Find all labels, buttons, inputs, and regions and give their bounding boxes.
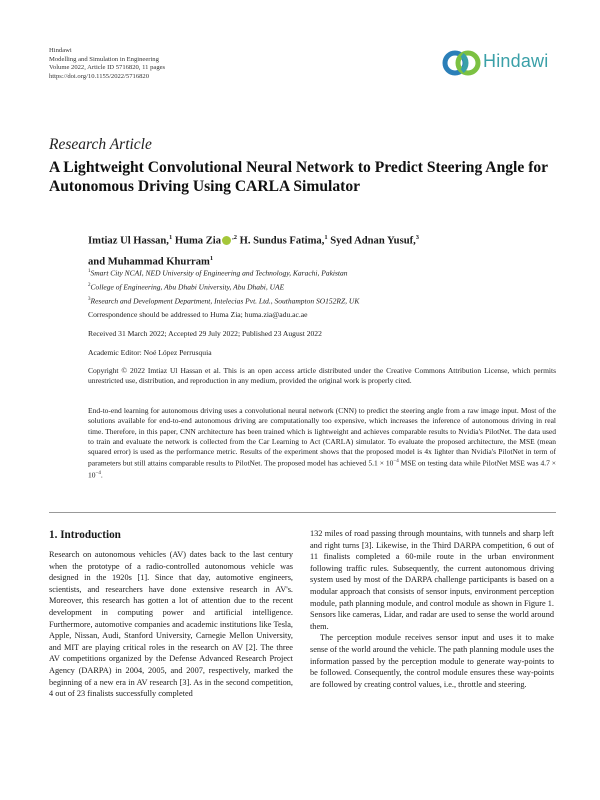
affiliations [88,266,558,307]
author-affil-sup: 3 [415,234,420,241]
section-divider [49,512,556,513]
orcid-icon[interactable] [222,236,231,245]
affiliation-text: Smart City NCAI, NED University of Engineering and Technology, Karachi, Pakistan [90,268,348,278]
author-affil-sup: ,2 [232,234,237,241]
abstract-text: End-to-end learning for autonomous driving uses a convolutional neural network (CNN) to predict the steering angle from a raw image input. Most of the solutions available for end-to-end autonomous driving are computationally too expensive, which increases the inference of autonomous driving in real time. Therefore, in this paper, CNN architecture has been trained which is lightweight and achieves comparable results to Nvidia's PilotNet. The data used to train and evaluate the network is collected from the Car Learning to Act (CARLA) simulator. To evaluate the proposed architecture, the MSE (mean squared error) is used as the performance metric. Results of the experiment shows that the proposed model is 4x lighter than Nvidia's PilotNet in term of parameters but still attains comparable results to PilotNet. The proposed model has achieved 5.1 × 10 [88,406,556,468]
volume-info: Volume 2022, Article ID 5716820, 11 pages [49,64,166,72]
hindawi-logo[interactable] [442,48,554,78]
logo-text: Hindawi [483,51,549,71]
affiliation-item [88,266,558,280]
author-name[interactable]: Imtiaz Ul Hassan, [88,235,169,247]
publisher-name: Hindawi [49,47,72,54]
article-title: A Lightweight Convolutional Neural Network to Predict Steering Angle for Autonomous Driving Using CARLA Simulator [49,159,548,195]
paragraph: 132 miles of road passing through mountains, with tunnels and sharp left and right turns [3]. Likewise, in the Third DARPA competition, 6 out of 11 finalists completed a 60-mile route in the urban environment following traffic rules. Subsequently, the current autonomous driving system used by most of the DARPA challenge participants is based on a modular approach that consists of sensor inputs, environment perception module, path planning module, and control module as shown in Figure 1. Sensors like cameras, Lidar, and radar are used to sense the world around them. [310,529,554,631]
hindawi-logo-icon [442,49,482,77]
author-affil-sup: 1 [324,234,328,241]
abstract-text: MSE on testing data while PilotNet MSE was 4.7 × 10 [88,458,557,480]
copyright-notice: Copyright © 2022 Imtiaz Ul Hassan et al. This is an open access article distributed under the Creative Commons Attribution License, which permits unrestricted use, distribution, and reproduction in any medium, provided the original work is properly cited. [88,366,556,385]
author-affil-sup: 1 [168,234,173,241]
academic-editor: Academic Editor: Noé López Perrusquia [88,348,212,357]
author-name[interactable]: Huma Zia [174,235,222,247]
affiliation-text: Research and Development Department, Intelecias Pvt. Ltd., Southampton SO152RZ, UK [90,296,360,306]
exponent: −4 [95,471,101,477]
author-name[interactable]: and Muhammad Khurram [88,256,210,268]
publication-dates: Received 31 March 2022; Accepted 29 July 2022; Published 23 August 2022 [88,329,322,338]
affiliation-sup: 3 [88,296,91,302]
author-name[interactable]: Syed Adnan Yusuf, [330,235,416,247]
author-name[interactable]: H. Sundus Fatima, [239,235,325,247]
abstract-text: . [100,470,103,480]
affiliation-sup: 2 [88,282,91,288]
article-type: Research Article [49,136,152,153]
journal-name: Modelling and Simulation in Engineering [49,55,159,63]
affiliation-text: College of Engineering, Abu Dhabi University, Abu Dhabi, UAE [90,282,285,292]
paragraph: Research on autonomous vehicles (AV) dates back to the last century when the prototype of a radio-controlled autonomous vehicle was designed in the 1920s [1]. Since that day, automotive engineers, scientists, and researchers have done extensive research in AV's. Moreover, this research has gotten a lot of attention due to the recent development in computing power and artificial intelligence. Furthermore, automotive companies and academic institutions like Tesla, Apple, Nissan, Audi, Stanford University, Carnegie Mellon University, and MIT are playing critical roles in the research on AV [2]. The three AV competitions organized by the Defense Advanced Research Project Agency (DARPA) in 2004, 2005, and 2007, respectively, marked the beginning of a new era in AV research [3]. As in the second competition, 4 out of 23 finalists successfully completed [49,550,293,699]
left-column [49,549,293,700]
journal-meta [49,47,165,81]
correspondence: Correspondence should be addressed to Huma Zia; huma.zia@adu.ac.ae [88,310,308,319]
abstract [88,406,556,481]
paragraph: The perception module receives sensor input and uses it to make sense of the world around the vehicle. The path planning module uses the information passed by the perception module to generate way-points to be followed. Consequently, the control module ensures these way-points are followed by creating control values, i.e., throttle and steering. [310,633,554,689]
affiliation-item [88,280,558,294]
exponent: −4 [393,459,399,465]
right-column [310,528,554,690]
doi-link[interactable]: https://doi.org/10.1155/2022/5716820 [49,72,150,80]
affiliation-sup: 1 [88,269,91,274]
affiliation-item [88,294,558,308]
author-list [88,229,548,270]
section-heading: 1. Introduction [49,529,121,541]
author-affil-sup: 1 [209,254,214,262]
